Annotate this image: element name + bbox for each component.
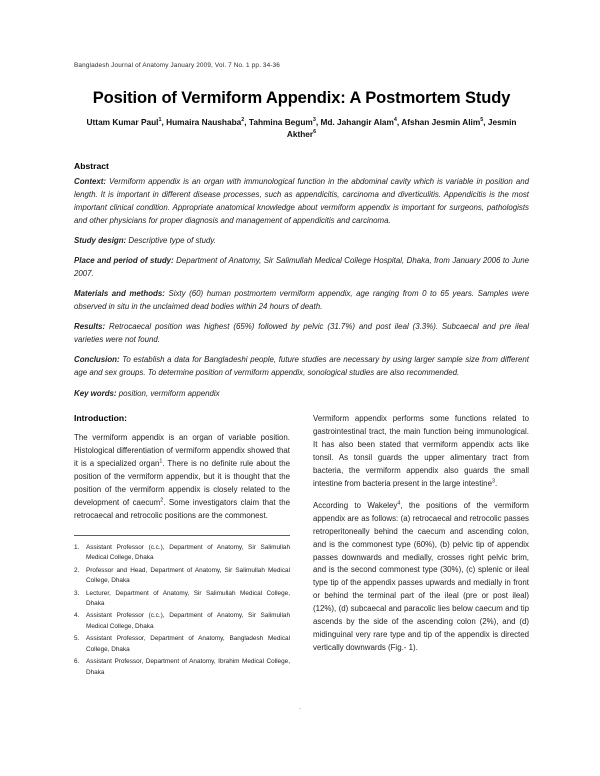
footnote-number: 6. [74, 658, 80, 666]
intro-text-part-1: The vermiform appendix is an organ of variable position. Histological differentiation of vermiform appendix showed that it is a specialized organ [74, 433, 290, 468]
page-footer-mark: . [299, 704, 301, 711]
author-affiliations-block [74, 535, 290, 678]
footnote-number: 1. [74, 543, 80, 551]
intro-text-part-3: . Some investigators claim that the retrocaecal and retrocolic positions are the commonest. [74, 497, 291, 520]
list-item [74, 543, 290, 564]
body-text-part-2: . [494, 478, 498, 488]
abstract-text: Descriptive type of study. [128, 235, 216, 245]
body-paragraph-positions [313, 500, 529, 655]
abstract-entry-study-design [74, 235, 529, 248]
footnote-number: 5. [74, 635, 80, 643]
citation-ref: 1 [159, 458, 163, 465]
introduction-heading: Introduction: [74, 413, 127, 423]
list-item [74, 657, 290, 678]
abstract-label: Results: [74, 322, 106, 332]
body-paragraph-functions [313, 413, 529, 491]
list-item [74, 611, 290, 632]
footnote-text: Assistant Professor, Department of Anatomy, Ibrahim Medical College, Dhaka [86, 658, 290, 676]
list-item [74, 634, 290, 655]
author-affiliation-marker: 4 [393, 117, 397, 124]
abstract-text: Vermiform appendix is an organ with immunological function in the abdominal cavity which is variable in position and length. It is important in different disease processes, such as appendicitis, carcinoma and diverticulitis. Appendicitis is the most important clinical condition. Appropriate anatomical knowledge about vermiform appendix is important for surgeons, pathologists and other physicians for proper diagnosis and management of appendicitis and carcinoma. [74, 177, 529, 225]
list-item [74, 589, 290, 610]
journal-citation-line: Bangladesh Journal of Anatomy January 2009, Vol. 7 No. 1 pp. 34-36 [74, 62, 281, 69]
abstract-text: Department of Anatomy, Sir Salimullah Medical College Hospital, Dhaka, from January 2006 to June 2007. [74, 256, 529, 278]
abstract-text: To establish a data for Bangladeshi people, future studies are necessary by using larger sample size from different age and sex groups. To determine position of vermiform appendix, sonological studies are also recommended. [74, 355, 529, 378]
right-column [313, 413, 529, 680]
footnote-text: Assistant Professor, Department of Anatomy, Bangladesh Medical College, Dhaka [86, 635, 290, 653]
author-affiliation-marker: 6 [313, 129, 317, 136]
article-header-block [74, 62, 529, 408]
footnote-text: Assistant Professor (c.c.), Department of Anatomy, Sir Salimullah Medical College, Dhaka [86, 543, 290, 562]
author-affiliation-marker: 5 [480, 117, 484, 124]
abstract-entry-keywords [74, 388, 529, 401]
author-name: Jesmin Akther [286, 117, 517, 140]
list-item [74, 566, 290, 587]
body-text-part-2: , the positions of the vermiform appendix are as follows: (a) retrocaecal and retrocolic passes retroperitoneally behind the caecum and ascending colon, and is the commonest type (60%), (b) pelvic tip of appendix passes downwards and medially, crosses right pelvic brim, and is the second commonest type (30%), (c) splenic or ileal type tip of the appendix passes upwards and medially in front or behind the terminal part of the ileal (pre or post ileal) (12%), (d) subcaecal and paracolic lies below caecum and tip ascends by the side of the ascending colon (2%), and (d) midinguinal very rare type and tip of the appendix is directed vertically downwards (Fig.- 1). [313, 500, 529, 653]
author-affiliation-marker: 3 [312, 117, 316, 124]
abstract-entry-context [74, 176, 529, 227]
abstract-entry-place-period [74, 255, 529, 281]
page-title: Position of Vermiform Appendix: A Postmortem Study [92, 89, 511, 107]
body-text-part-1: According to Wakeley [313, 500, 398, 510]
author-name: Md. Jahangir Alam [320, 117, 394, 128]
author-list: Uttam Kumar Paul$^1$, Humaira Naushaba$^2$, Tahmina Begum$^3$, Md. Jahangir Alam$^4$, Afshan Jesmin Alim$^5$, Jesmin Akther$^6$ [86, 117, 517, 140]
author-name: Uttam Kumar Paul [86, 117, 159, 128]
body-text-part-1: Vermiform appendix performs some functions related to gastrointestinal tract, the main function being immunological. It has also been stated that vermiform appendix acts like tonsil. As tonsil guards the upper alimentary tract from bacteria, the vermiform appendix also guards the small intestine from bacteria present in the large intestine [313, 414, 529, 488]
left-column [74, 413, 290, 680]
author-name: Afshan Jesmin Alim [401, 117, 481, 128]
footnote-text: Professor and Head, Department of Anatomy, Sir Salimullah Medical College, Dhaka [86, 566, 290, 584]
abstract-heading: Abstract [74, 161, 109, 172]
footnote-number: 3. [74, 589, 80, 597]
citation-ref: 3 [491, 478, 495, 485]
abstract-label: Materials and methods: [74, 289, 165, 299]
author-name: Humaira Naushaba [166, 117, 242, 128]
footnote-divider [74, 535, 290, 536]
citation-ref: 2 [160, 497, 164, 504]
abstract-entry-conclusion [74, 354, 529, 380]
author-name: Tahmina Begum [248, 117, 313, 128]
abstract-text: position, vermiform appendix [118, 388, 220, 398]
footnote-text: Assistant Professor (c.c.), Department of Anatomy, Sir Salimullah Medical College, Dhaka [86, 612, 290, 630]
abstract-entry-materials-methods [74, 288, 529, 314]
author-affiliation-marker: 1 [158, 117, 162, 124]
introduction-paragraph [74, 432, 290, 523]
footnote-number: 4. [74, 612, 80, 620]
abstract-text: Sixty (60) human postmortem vermiform appendix, age ranging from 0 to 65 years. Samples were observed in situ in the unclaimed dead bodies within 24 hours of death. [74, 289, 529, 312]
footnote-list [74, 543, 290, 678]
two-column-body [74, 413, 529, 680]
abstract-label: Study design: [74, 235, 127, 245]
footnote-number: 2. [74, 566, 80, 574]
abstract-label: Key words: [74, 388, 117, 398]
abstract-label: Place and period of study: [74, 256, 174, 266]
intro-text-part-2: . There is no definite rule about the position of the vermiform appendix, but it is thought that the position of the vermiform appendix is closely related to the development of caecum [74, 458, 290, 507]
abstract-entry-results [74, 321, 529, 347]
citation-ref: 4 [397, 500, 401, 507]
abstract-label: Conclusion: [74, 355, 120, 365]
abstract-label: Context: [74, 177, 106, 187]
footnote-text: Lecturer, Department of Anatomy, Sir Salimullah Medical College, Dhaka [86, 589, 290, 607]
abstract-text: Retrocaecal position was highest (65%) followed by pelvic (31.7%) and post ileal (3.3%). Subcaecal and pre ileal varieties were not found. [74, 322, 529, 345]
author-affiliation-marker: 2 [241, 117, 245, 124]
